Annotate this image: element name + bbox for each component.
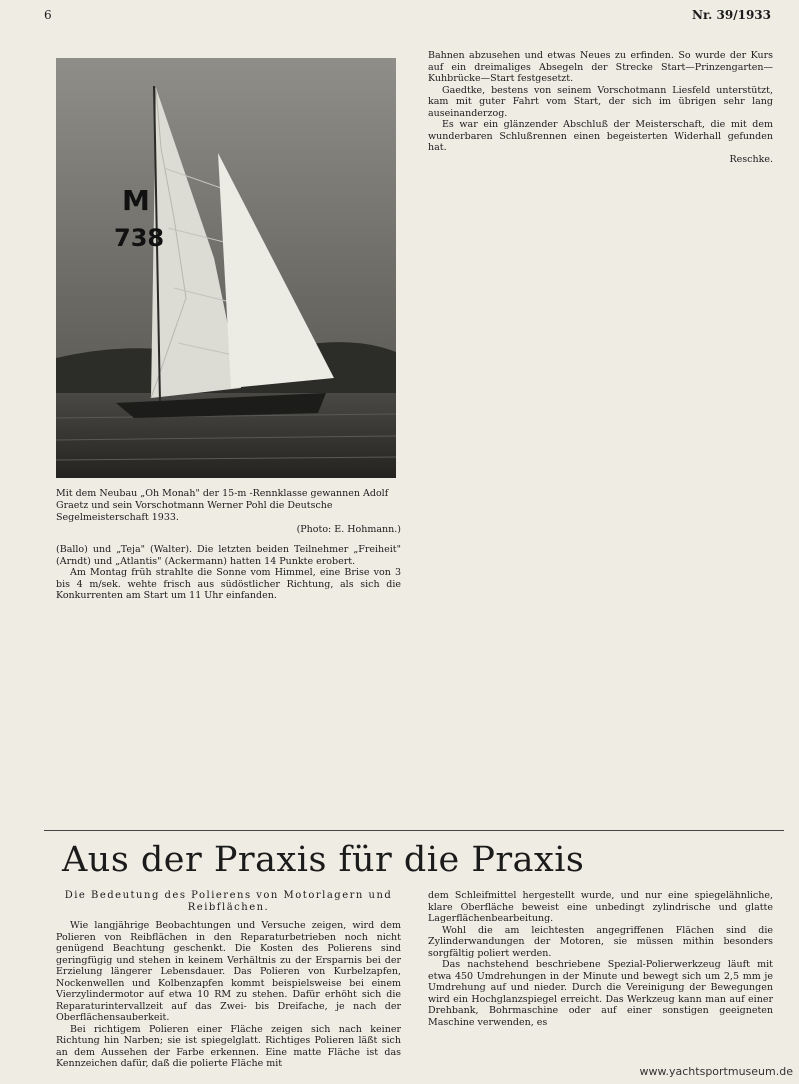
author-signature: Reschke.: [729, 153, 773, 165]
article-subheading: Die Bedeutung des Polierens von Motorlagern und Reibflächen.: [64, 890, 393, 913]
issue-number: Nr. 39/1933: [691, 8, 771, 22]
right-paragraph: Es war ein glänzender Abschluß der Meisterschaft, die mit dem wunderbaren Schlußrennen einen begeisterten Widerhall gefunden hat.: [428, 119, 773, 153]
sailboat-photo: [56, 58, 396, 478]
right-column: [428, 50, 773, 165]
right-paragraph: Bahnen abzusehen und etwas Neues zu erfinden. So wurde der Kurs auf ein dreimaliges Absegeln der Strecke Start—Prinzengarten—Kuhbrücke—Start festgesetzt.: [428, 50, 773, 84]
article-right-column: [428, 890, 773, 1028]
article-paragraph: Bei richtigem Polieren einer Fläche zeigen sich nach keiner Richtung hin Narben; sie ist spiegelglatt. Richtiges Polieren läßt sich an dem Aussehen der Farbe erkennen. Eine matte Fläche ist das Kennzeichen dafür, daß die polierte Fläche mit: [56, 1023, 401, 1069]
article-paragraph: dem Schleifmittel hergestellt wurde, und nur eine spiegelähnliche, klare Oberfläche beweist eine unbedingt zylindrische und glatte Lagerflächenbearbeitung.: [428, 890, 773, 924]
watermark: www.yachtsportmuseum.de: [639, 1065, 793, 1078]
left-paragraph: (Ballo) und „Teja" (Walter). Die letzten beiden Teilnehmer „Freiheit" (Arndt) und „Atlantis" (Ackermann) hatten 14 Punkte erobert.: [56, 544, 401, 567]
caption-text: Mit dem Neubau „Oh Monah" der 15-m -Rennklasse gewannen Adolf Graetz und sein Vorschotmann Werner Pohl die Deutsche Segelmeisterschaft 1933.: [56, 488, 389, 523]
article-paragraph: Wie langjährige Beobachtungen und Versuche zeigen, wird dem Polieren von Reibflächen in den Reparaturbetrieben noch nicht genügend Beachtung geschenkt. Die Kosten des Polierens sind geringfügig und stehen in keinem Verhältnis zu der Ersparnis bei der Erzielung längerer Lebensdauer. Das Polieren von Kurbelzapfen, Nockenwellen und Kolbenzapfen kommt beispielsweise bei einem Vierzylindermotor auf etwa 10 RM zu stehen. Dafür erhöht sich die Reparaturintervallzeit auf das Zwei- bis Dreifache, je nach der Oberflächensauberkeit.: [56, 920, 401, 1023]
photo-credit: (Photo: E. Hohmann.): [296, 524, 401, 535]
section-divider: [44, 830, 784, 831]
photo-caption: [56, 488, 401, 536]
article-paragraph: Wohl die am leichtesten angegriffenen Flächen sind die Zylinderwandungen der Motoren, sie müssen mithin besonders sorgfältig poliert werden.: [428, 924, 773, 959]
article-left-column: [56, 920, 401, 1070]
sailboat-illustration: [56, 58, 396, 478]
article-paragraph: Das nachstehend beschriebene Spezial-Polierwerkzeug läuft mit etwa 450 Umdrehungen in der Minute und bewegt sich um 2,5 mm je Umdrehung auf und nieder. Durch die Vereinigung der Bewegungen wird ein Hochglanzspiegel erreicht. Das Werkzeug kann man auf einer Drehbank, Bohrmaschine oder auf einer sonstigen geeigneten Maschine verwenden, es: [428, 959, 773, 1028]
left-paragraph: Am Montag früh strahlte die Sonne vom Himmel, eine Brise von 3 bis 4 m/sek. wehte frisch aus südöstlicher Richtung, als sich die Konkurrenten am Start um 11 Uhr einfanden.: [56, 567, 401, 601]
sail-number: 738: [114, 224, 165, 252]
page-number: 6: [44, 8, 52, 22]
left-column: [56, 544, 401, 602]
right-paragraph: Gaedtke, bestens von seinem Vorschotmann Liesfeld unterstützt, kam mit guter Fahrt vom Start, der sich im übrigen sehr lang auseinanderzog.: [428, 84, 773, 119]
sail-letter: M: [122, 184, 150, 217]
article-heading: Aus der Praxis für die Praxis: [62, 840, 585, 880]
